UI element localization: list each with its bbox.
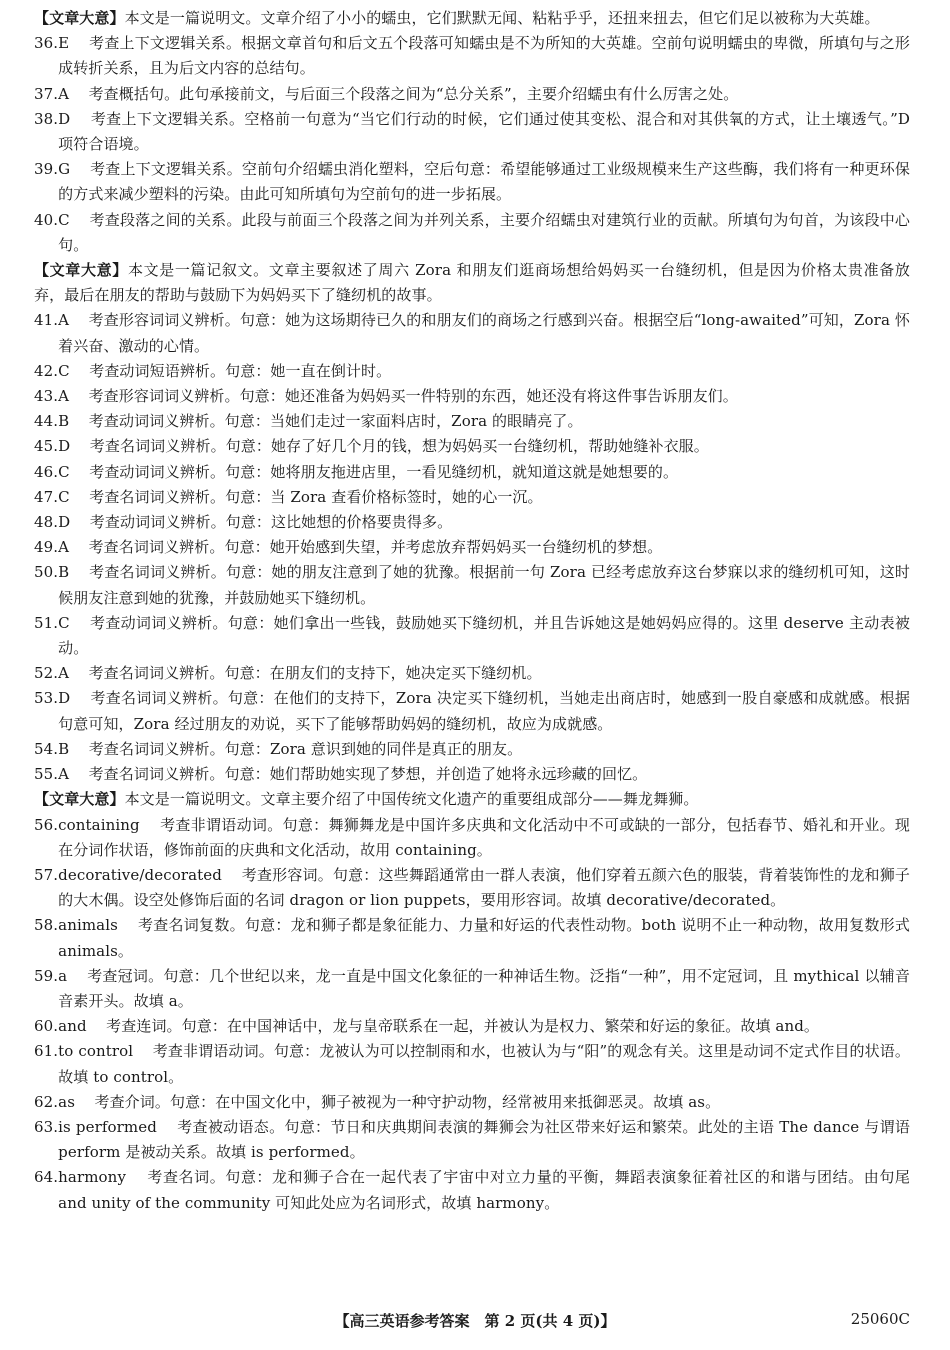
answer-body bbox=[58, 1039, 910, 1089]
answer-item bbox=[34, 208, 910, 258]
question-number: 48. bbox=[34, 513, 59, 532]
answer-item bbox=[34, 1165, 910, 1215]
answer-group-cloze bbox=[34, 308, 910, 787]
answer-key: A bbox=[58, 84, 70, 103]
explanation-text: 考查冠词。句意：几个世纪以来，龙一直是中国文化象征的一种神话生物。泛指“一种”，用不定冠词，且 mythical 以辅音音素开头。故填 a。 bbox=[58, 966, 910, 1010]
explanation-text: 考查名词词义辨析。句意：在他们的支持下，Zora 决定买下缝纫机，当她走出商店时，她感到一股自豪感和成就感。根据句意可知，Zora 经过朋友的劝说，买下了能够帮助妈妈的缝纫机，故应为成就感。 bbox=[58, 689, 910, 733]
answer-body bbox=[58, 434, 910, 459]
question-number: 52. bbox=[34, 664, 59, 683]
question-number: 57. bbox=[34, 865, 59, 884]
explanation-text: 考查名词。句意：龙和狮子合在一起代表了宇宙中对立力量的平衡，舞蹈表演象征着社区的和谐与团结。由句尾 and unity of the community 可知此处应为名词形式，故填 harmony。 bbox=[58, 1168, 910, 1212]
explanation-text: 考查非谓语动词。句意：龙被认为可以控制雨和水，也被认为与“阳”的观念有关。这里是动词不定式作目的状语。故填 to control。 bbox=[58, 1042, 910, 1086]
question-number: 44. bbox=[34, 412, 59, 431]
answer-item bbox=[34, 409, 910, 434]
explanation-text: 考查名词词义辨析。句意：她的朋友注意到了她的犹豫。根据前一句 Zora 已经考虑放弃这台梦寐以求的缝纫机可知，这时候朋友注意到她的犹豫，并鼓励她买下缝纫机。 bbox=[58, 563, 910, 607]
explanation-text: 考查段落之间的关系。此段与前面三个段落之间为并列关系，主要介绍蠕虫对建筑行业的贡献。所填句为句首，为该段中心句。 bbox=[58, 210, 910, 254]
answer-item bbox=[34, 1014, 910, 1039]
answer-key: G bbox=[58, 160, 71, 179]
footer-code: 25060C bbox=[850, 1310, 910, 1328]
explanation-text: 考查名词词义辨析。句意：在朋友们的支持下，她决定买下缝纫机。 bbox=[88, 664, 542, 683]
answer-item bbox=[34, 82, 910, 107]
answer-key: a bbox=[58, 966, 68, 985]
summary-tag: 【文章大意】 bbox=[34, 261, 128, 280]
answer-body bbox=[58, 31, 910, 81]
answer-group-grammar bbox=[34, 813, 910, 1216]
explanation-text: 考查名词复数。句意：龙和狮子都是象征能力、力量和好运的代表性动物。both 说明不止一种动物，故用复数形式 animals。 bbox=[58, 916, 910, 960]
answer-body bbox=[58, 208, 910, 258]
answer-key: harmony bbox=[58, 1168, 127, 1187]
answer-body bbox=[58, 409, 910, 434]
page-content bbox=[34, 6, 910, 1216]
answer-key: A bbox=[58, 538, 70, 557]
explanation-text: 考查上下文逻辑关系。根据文章首句和后文五个段落可知蠕虫是不为所知的大英雄。空前句说明蠕虫的卑微，所填句与之形成转折关系，且为后文内容的总结句。 bbox=[58, 34, 910, 78]
question-number: 60. bbox=[34, 1017, 59, 1036]
answer-item bbox=[34, 560, 910, 610]
explanation-text: 考查形容词词义辨析。句意：她还准备为妈妈买一件特别的东西，她还没有将这件事告诉朋友们。 bbox=[88, 387, 738, 406]
answer-body bbox=[58, 964, 910, 1014]
answer-item bbox=[34, 485, 910, 510]
explanation-text: 考查被动语态。句意：节日和庆典期间表演的舞狮会为社区带来好运和繁荣。此处的主语 The dance 与谓语 perform 是被动关系。故填 is performed。 bbox=[58, 1117, 910, 1162]
answer-body bbox=[58, 510, 910, 535]
question-number: 61. bbox=[34, 1042, 59, 1061]
answer-key: to control bbox=[58, 1042, 134, 1061]
answer-key: E bbox=[58, 34, 70, 53]
answer-key: C bbox=[58, 210, 70, 229]
summary-text: 本文是一篇说明文。文章主要介绍了中国传统文化遗产的重要组成部分——舞龙舞狮。 bbox=[124, 790, 699, 809]
answer-body bbox=[58, 82, 910, 107]
answer-key: and bbox=[58, 1017, 87, 1036]
answer-group-reading bbox=[34, 31, 910, 258]
answer-item bbox=[34, 31, 910, 81]
question-number: 53. bbox=[34, 689, 59, 708]
explanation-text: 考查名词词义辨析。句意：她们帮助她实现了梦想，并创造了她将永远珍藏的回忆。 bbox=[88, 765, 648, 784]
answer-body bbox=[58, 1090, 910, 1115]
answer-item bbox=[34, 1115, 910, 1165]
question-number: 59. bbox=[34, 966, 59, 985]
answer-body bbox=[58, 560, 910, 610]
answer-item bbox=[34, 535, 910, 560]
explanation-text: 考查动词短语辨析。句意：她一直在倒计时。 bbox=[89, 361, 392, 380]
question-number: 36. bbox=[34, 34, 59, 53]
summary-text: 本文是一篇说明文。文章介绍了小小的蠕虫，它们默默无闻、粘粘乎乎，还扭来扭去，但它们足以被称为大英雄。 bbox=[124, 9, 880, 27]
answer-body bbox=[58, 737, 910, 762]
answer-key: A bbox=[58, 765, 70, 784]
question-number: 40. bbox=[34, 210, 59, 229]
answer-key: decorative/decorated bbox=[58, 865, 222, 884]
explanation-text: 考查连词。句意：在中国神话中，龙与皇帝联系在一起，并被认为是权力、繁荣和好运的象征。故填 and。 bbox=[106, 1017, 820, 1036]
answer-item bbox=[34, 510, 910, 535]
answer-key: D bbox=[58, 513, 71, 532]
explanation-text: 考查动词词义辨析。句意：她将朋友拖进店里，一看见缝纫机，就知道这就是她想要的。 bbox=[89, 462, 679, 481]
answer-item bbox=[34, 434, 910, 459]
explanation-text: 考查名词词义辨析。句意：她存了好几个月的钱，想为妈妈买一台缝纫机，帮助她缝补衣服。 bbox=[89, 437, 709, 456]
answer-item bbox=[34, 863, 910, 913]
explanation-text: 考查上下文逻辑关系。空前句介绍蠕虫消化塑料，空后句意：希望能够通过工业级规模来生产这些酶，我们将有一种更环保的方式来减少塑料的污染。由此可知所填句为空前句的进一步拓展。 bbox=[58, 160, 911, 204]
explanation-text: 考查非谓语动词。句意：舞狮舞龙是中国许多庆典和文化活动中不可或缺的一部分，包括春节、婚礼和开业。现在分词作状语，修饰前面的庆典和文化活动，故用 containing。 bbox=[58, 815, 910, 859]
question-number: 46. bbox=[34, 462, 59, 481]
answer-item bbox=[34, 384, 910, 409]
answer-item bbox=[34, 737, 910, 762]
answer-body bbox=[58, 1165, 910, 1215]
answer-item bbox=[34, 913, 910, 963]
answer-body bbox=[58, 308, 910, 358]
answer-body bbox=[58, 1115, 910, 1165]
answer-body bbox=[58, 460, 910, 485]
answer-key: B bbox=[58, 563, 70, 582]
question-number: 56. bbox=[34, 815, 59, 834]
question-number: 58. bbox=[34, 916, 59, 935]
answer-body bbox=[58, 863, 910, 913]
question-number: 39. bbox=[34, 160, 59, 179]
answer-key: A bbox=[58, 387, 70, 406]
answer-item bbox=[34, 661, 910, 686]
question-number: 43. bbox=[34, 387, 59, 406]
question-number: 37. bbox=[34, 84, 59, 103]
answer-body bbox=[58, 913, 910, 963]
passage-summary bbox=[34, 6, 910, 31]
answer-body bbox=[58, 535, 910, 560]
explanation-text: 考查概括句。此句承接前文，与后面三个段落之间为“总分关系”，主要介绍蠕虫有什么厉害之处。 bbox=[88, 84, 739, 103]
answer-key: B bbox=[58, 739, 70, 758]
footer-title: 【高三英语参考答案 第 2 页(共 4 页)】 bbox=[334, 1312, 616, 1330]
passage-summary bbox=[34, 787, 910, 812]
explanation-text: 考查动词词义辨析。句意：当她们走过一家面料店时，Zora 的眼睛亮了。 bbox=[88, 412, 583, 431]
question-number: 63. bbox=[34, 1117, 59, 1136]
answer-key: A bbox=[58, 664, 70, 683]
explanation-text: 考查上下文逻辑关系。空格前一句意为“当它们行动的时候，它们通过使其变松、混合和对其供氧的方式，让土壤透气。”D 项符合语境。 bbox=[58, 109, 910, 154]
answer-item bbox=[34, 964, 910, 1014]
page-footer bbox=[0, 1310, 950, 1334]
answer-body bbox=[58, 762, 910, 787]
answer-key: D bbox=[58, 109, 71, 128]
explanation-text: 考查名词词义辨析。句意：当 Zora 查看价格标签时，她的心一沉。 bbox=[89, 487, 543, 506]
explanation-text: 考查形容词词义辨析。句意：她为这场期待已久的和朋友们的商场之行感到兴奋。根据空后“long-awaited”可知，Zora 怀着兴奋、激动的心情。 bbox=[58, 311, 910, 355]
summary-tag: 【文章大意】 bbox=[34, 9, 125, 27]
question-number: 64. bbox=[34, 1168, 59, 1187]
answer-body bbox=[58, 813, 910, 863]
explanation-text: 考查形容词。句意：这些舞蹈通常由一群人表演，他们穿着五颜六色的服装，背着装饰性的龙和狮子的大木偶。设空处修饰后面的名词 dragon or lion puppets，要用形容词。故填 decorative/decorated。 bbox=[58, 865, 910, 910]
answer-item bbox=[34, 762, 910, 787]
answer-key: C bbox=[58, 487, 70, 506]
question-number: 50. bbox=[34, 563, 59, 582]
answer-key: as bbox=[58, 1092, 75, 1111]
answer-body bbox=[58, 107, 910, 157]
answer-item bbox=[34, 686, 910, 736]
question-number: 51. bbox=[34, 613, 59, 632]
answer-body bbox=[58, 611, 910, 661]
answer-body bbox=[58, 1014, 910, 1039]
explanation-text: 考查名词词义辨析。句意：她开始感到失望，并考虑放弃帮妈妈买一台缝纫机的梦想。 bbox=[88, 538, 663, 557]
answer-item bbox=[34, 611, 910, 661]
question-number: 47. bbox=[34, 487, 59, 506]
answer-key: C bbox=[58, 613, 70, 632]
answer-item bbox=[34, 359, 910, 384]
answer-key: D bbox=[58, 689, 71, 708]
explanation-text: 考查介词。句意：在中国文化中，狮子被视为一种守护动物，经常被用来抵御恶灵。故填 as。 bbox=[94, 1092, 721, 1111]
explanation-text: 考查动词词义辨析。句意：她们拿出一些钱，鼓励她买下缝纫机，并且告诉她这是她妈妈应得的。这里 deserve 主动表被动。 bbox=[58, 613, 910, 658]
answer-key: C bbox=[58, 462, 70, 481]
answer-key: B bbox=[58, 412, 70, 431]
explanation-text: 考查动词词义辨析。句意：这比她想的价格要贵得多。 bbox=[89, 513, 453, 532]
question-number: 54. bbox=[34, 739, 59, 758]
question-number: 45. bbox=[34, 437, 59, 456]
question-number: 38. bbox=[34, 109, 59, 128]
question-number: 55. bbox=[34, 765, 59, 784]
answer-body bbox=[58, 661, 910, 686]
summary-tag: 【文章大意】 bbox=[34, 790, 125, 809]
question-number: 49. bbox=[34, 538, 59, 557]
answer-item bbox=[34, 460, 910, 485]
answer-key: animals bbox=[58, 916, 118, 935]
answer-item bbox=[34, 813, 910, 863]
summary-text: 本文是一篇记叙文。文章主要叙述了周六 Zora 和朋友们逛商场想给妈妈买一台缝纫机，但是因为价格太贵准备放弃，最后在朋友的帮助与鼓励下为妈妈买下了缝纫机的故事。 bbox=[34, 261, 910, 305]
answer-key: containing bbox=[58, 815, 140, 834]
passage-summary bbox=[34, 258, 910, 308]
answer-body bbox=[58, 359, 910, 384]
answer-body bbox=[58, 686, 910, 736]
answer-key: D bbox=[58, 437, 71, 456]
answer-body bbox=[58, 485, 910, 510]
answer-key: A bbox=[58, 311, 70, 330]
answer-item bbox=[34, 1039, 910, 1089]
question-number: 42. bbox=[34, 361, 59, 380]
answer-item bbox=[34, 1090, 910, 1115]
answer-item bbox=[34, 308, 910, 358]
answer-item bbox=[34, 107, 910, 157]
question-number: 41. bbox=[34, 311, 59, 330]
answer-body bbox=[58, 384, 910, 409]
answer-key: is performed bbox=[58, 1117, 157, 1136]
answer-item bbox=[34, 157, 910, 207]
explanation-text: 考查名词词义辨析。句意：Zora 意识到她的同伴是真正的朋友。 bbox=[88, 739, 523, 758]
answer-key: C bbox=[58, 361, 70, 380]
question-number: 62. bbox=[34, 1092, 59, 1111]
answer-body bbox=[58, 157, 910, 207]
